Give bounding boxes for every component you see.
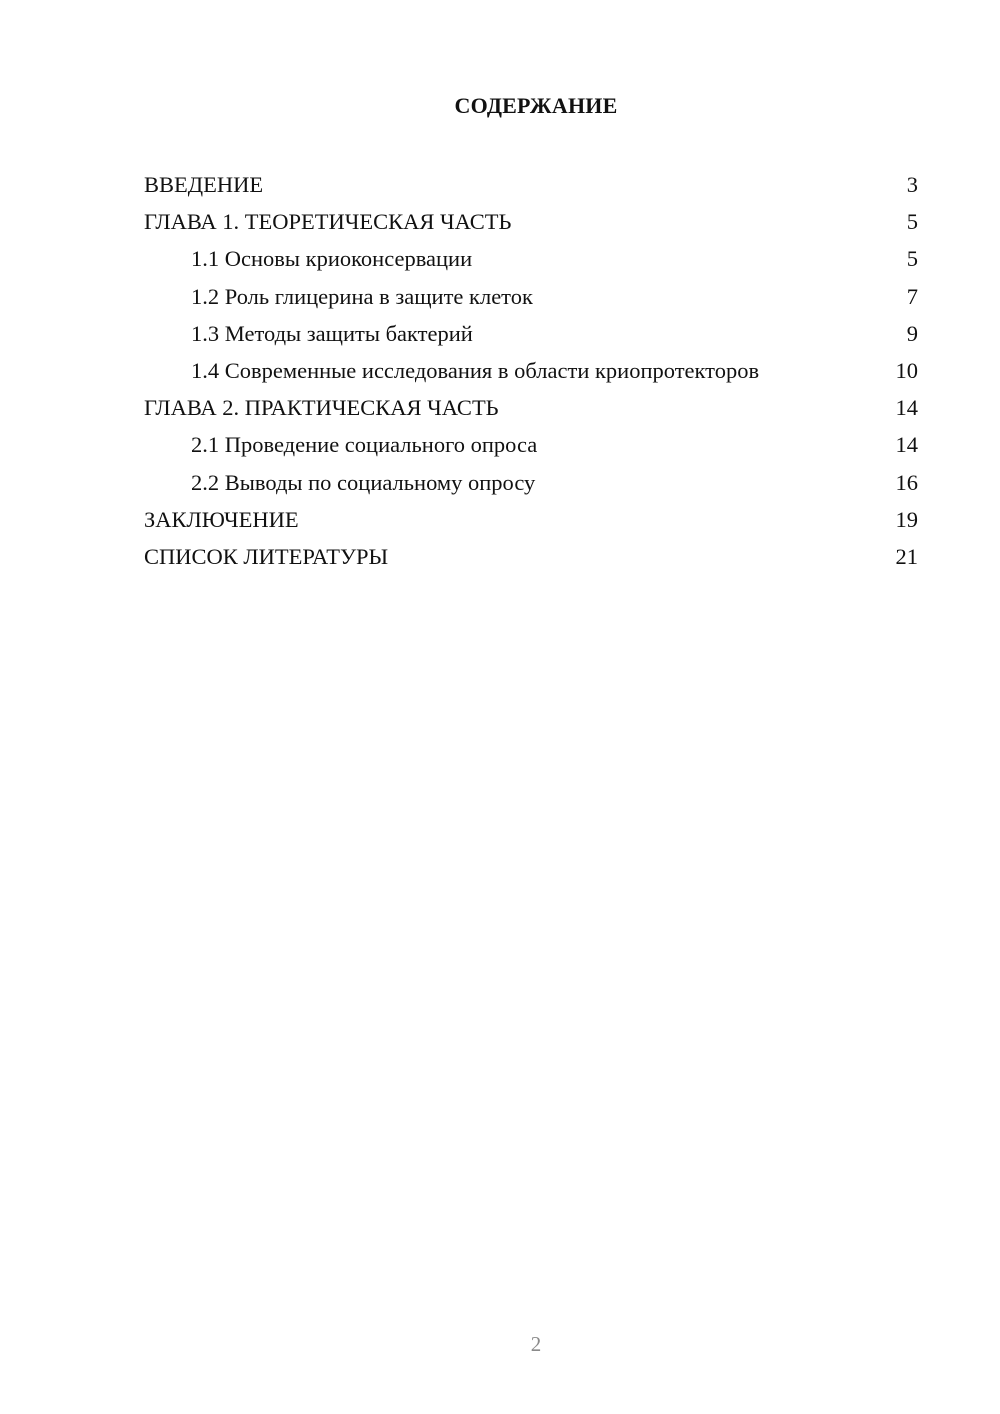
- toc-entry-page: 5: [906, 209, 918, 235]
- toc-entry-page: 14: [895, 432, 918, 458]
- toc-entry-label: СПИСОК ЛИТЕРАТУРЫ: [144, 543, 389, 569]
- toc-entry: [144, 352, 918, 389]
- toc-entry-label: 1.4 Современные исследования в области криопротекторов: [191, 357, 760, 383]
- toc-entry: [144, 501, 918, 538]
- toc-entry-label: 2.2 Выводы по социальному опросу: [191, 469, 536, 495]
- toc-entry-page: 10: [895, 357, 918, 383]
- toc-entry-page: 16: [895, 469, 918, 495]
- toc-entry-label: 2.1 Проведение социального опроса: [191, 432, 538, 458]
- table-of-contents: [144, 166, 918, 575]
- toc-entry-label: 1.3 Методы защиты бактерий: [191, 320, 473, 346]
- toc-entry: [144, 278, 918, 315]
- toc-entry-label: ГЛАВА 1. ТЕОРЕТИЧЕСКАЯ ЧАСТЬ: [144, 209, 512, 235]
- toc-entry-label: ГЛАВА 2. ПРАКТИЧЕСКАЯ ЧАСТЬ: [144, 395, 499, 421]
- toc-entry-page: 9: [906, 320, 918, 346]
- toc-entry-page: 19: [895, 506, 918, 532]
- toc-entry-label: ЗАКЛЮЧЕНИЕ: [144, 506, 299, 532]
- toc-entry: [144, 166, 918, 203]
- toc-title: СОДЕРЖАНИЕ: [454, 93, 618, 118]
- toc-entry: [144, 315, 918, 352]
- toc-entry: [144, 464, 918, 501]
- toc-entry: [144, 426, 918, 463]
- toc-entry-page: 21: [895, 543, 918, 569]
- toc-entry-label: ВВЕДЕНИЕ: [144, 172, 264, 197]
- page-number: 2: [530, 1332, 542, 1356]
- toc-entry-page: 5: [906, 246, 918, 272]
- toc-entry-page: 14: [895, 395, 918, 421]
- toc-entry: [144, 203, 918, 240]
- toc-entry-label: 1.2 Роль глицерина в защите клеток: [191, 283, 533, 309]
- toc-entry: [144, 240, 918, 277]
- toc-entry-label: 1.1 Основы криоконсервации: [191, 246, 473, 272]
- toc-entry: [144, 538, 918, 575]
- toc-entry-page: 7: [906, 283, 918, 309]
- toc-entry: [144, 389, 918, 426]
- toc-entry-page: 3: [906, 172, 918, 197]
